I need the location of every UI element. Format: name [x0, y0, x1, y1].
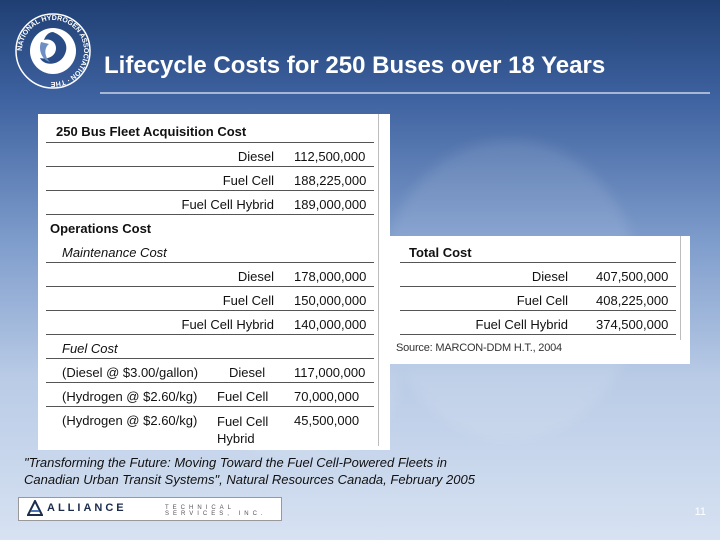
- page-number: 11: [694, 506, 706, 518]
- total-value-fuel-cell: 408,225,000: [596, 293, 669, 308]
- total-value-diesel: 407,500,000: [596, 269, 669, 284]
- fuel-basis-fuel-cell: (Hydrogen @ $2.60/kg): [62, 389, 198, 404]
- total-value-fuel-cell-hybrid: 374,500,000: [596, 317, 669, 332]
- fuel-basis-fuel-cell-hybrid: (Hydrogen @ $2.60/kg): [62, 413, 198, 428]
- row-rule: [400, 310, 676, 311]
- title-divider: [100, 92, 710, 94]
- maint-label-fuel-cell: Fuel Cell: [222, 293, 274, 308]
- row-rule: [46, 286, 374, 287]
- acq-value-fuel-cell: 188,225,000: [294, 173, 367, 188]
- alliance-mark-icon: [27, 500, 43, 516]
- row-rule: [46, 382, 374, 383]
- row-rule: [46, 310, 374, 311]
- fuel-value-diesel: 117,000,000: [294, 365, 366, 380]
- operations-heading: Operations Cost: [50, 221, 152, 236]
- total-label-fuel-cell: Fuel Cell: [516, 293, 568, 308]
- total-heading: Total Cost: [409, 245, 472, 260]
- acq-label-diesel: Diesel: [237, 149, 274, 164]
- acquisition-heading: 250 Bus Fleet Acquisition Cost: [56, 124, 247, 139]
- fuel-label-diesel: Diesel: [229, 365, 266, 380]
- nha-logo-icon: [14, 12, 92, 90]
- maint-value-diesel: 178,000,000: [294, 269, 367, 284]
- reference-quote: [24, 454, 584, 488]
- source-citation: Source: MARCON-DDM H.T., 2004: [396, 342, 562, 354]
- slide-title: Lifecycle Costs for 250 Buses over 18 Years: [104, 52, 606, 79]
- row-rule: [46, 334, 374, 335]
- row-rule: [400, 286, 676, 287]
- row-rule: [400, 334, 676, 335]
- row-rule: [46, 166, 374, 167]
- panel-edge: [680, 236, 681, 340]
- total-label-diesel: Diesel: [531, 269, 568, 284]
- row-rule: [46, 262, 374, 263]
- row-rule: [46, 214, 374, 215]
- maint-label-fuel-cell-hybrid: Fuel Cell Hybrid: [181, 317, 274, 332]
- fuel-basis-diesel: (Diesel @ $3.00/gallon): [62, 365, 199, 380]
- fuel-value-fuel-cell-hybrid: 45,500,000: [294, 413, 360, 428]
- quote-line: Canadian Urban Transit Systems", Natural Resources Canada, February 2005: [24, 472, 475, 487]
- acq-value-diesel: 112,500,000: [294, 149, 366, 164]
- fuel-label-fuel-cell-hybrid: Fuel Cell Hybrid: [217, 414, 269, 446]
- row-rule: [46, 406, 374, 407]
- panel-edge: [378, 114, 379, 446]
- quote-line: "Transforming the Future: Moving Toward the Fuel Cell-Powered Fleets in: [24, 455, 447, 470]
- row-rule: [46, 358, 374, 359]
- row-rule: [400, 262, 676, 263]
- maint-label-diesel: Diesel: [237, 269, 274, 284]
- total-label-fuel-cell-hybrid: Fuel Cell Hybrid: [475, 317, 568, 332]
- acq-value-fuel-cell-hybrid: 189,000,000: [294, 197, 367, 212]
- logo-text: NATIONAL HYDROGEN ASSOCIATION · THE: [16, 14, 90, 88]
- maint-value-fuel-cell-hybrid: 140,000,000: [294, 317, 367, 332]
- maint-value-fuel-cell: 150,000,000: [294, 293, 367, 308]
- row-rule: [46, 142, 374, 143]
- fuel-label-fuel-cell: Fuel Cell: [217, 389, 269, 404]
- fuel-heading: Fuel Cost: [62, 341, 118, 356]
- acq-label-fuel-cell: Fuel Cell: [222, 173, 274, 188]
- alliance-brand: ALLIANCE: [47, 502, 127, 514]
- maintenance-heading: Maintenance Cost: [62, 245, 167, 260]
- alliance-subtitle: TECHNICAL SERVICES, INC.: [165, 505, 267, 517]
- alliance-logo: [18, 497, 282, 521]
- fuel-value-fuel-cell: 70,000,000: [294, 389, 360, 404]
- row-rule: [46, 190, 374, 191]
- acq-label-fuel-cell-hybrid: Fuel Cell Hybrid: [181, 197, 274, 212]
